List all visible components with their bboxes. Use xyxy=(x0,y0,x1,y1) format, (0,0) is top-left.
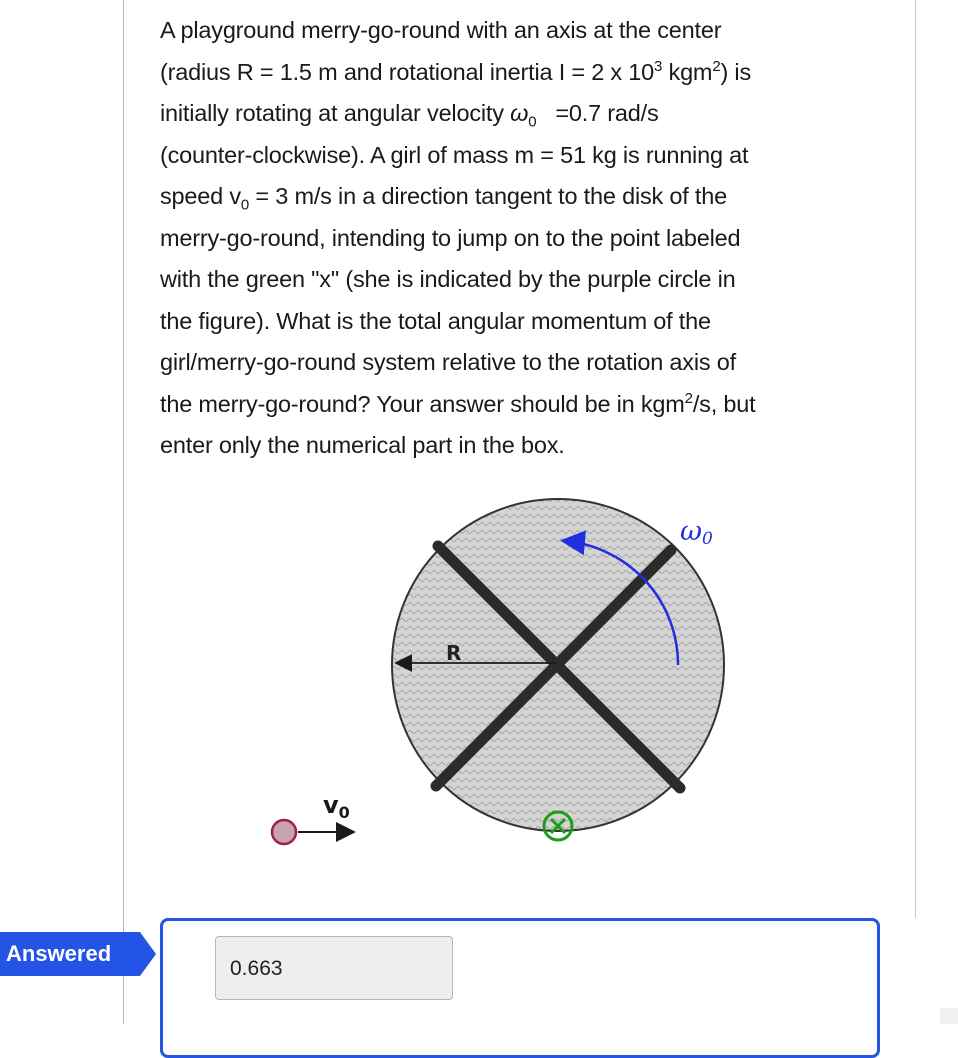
question-line-9: girl/merry-go-round system relative to the rotation axis of xyxy=(160,349,736,375)
radius-label: R xyxy=(446,641,462,665)
question-line-10: the merry-go-round? Your answer should be in kgm$^2$/s, but xyxy=(160,389,756,417)
omega-symbol: ω xyxy=(510,100,529,126)
question-line-5: speed $v_0 = 3$ m/s in a direction tangent to the disk of the xyxy=(160,183,727,214)
answer-input[interactable]: 0.663 xyxy=(215,936,453,1000)
question-line-11: enter only the numerical part in the box. xyxy=(160,432,565,458)
question-line-7: with the green "x" (she is indicated by the purple circle in xyxy=(160,266,736,292)
velocity-label: $v_0$ xyxy=(323,791,350,822)
question-line-2: (radius R = 1.5 m and rotational inertia I = 2 x $10^3$ kgm$^2$) is xyxy=(160,57,751,85)
omega-label: ω0 xyxy=(680,516,713,549)
question-line-8: the figure). What is the total angular momentum of the xyxy=(160,307,711,334)
question-line-4: (counter-clockwise). A girl of mass m = 51 kg is running at xyxy=(160,141,749,168)
answered-status-tag xyxy=(0,932,156,976)
question-line-1: A playground merry-go-round with an axis at the center xyxy=(160,17,722,43)
answered-label: Answered xyxy=(6,941,112,966)
question-line-3: initially rotating at angular velocity $\omega_0 =0.7$ rad/s xyxy=(160,100,659,131)
girl-circle xyxy=(272,820,296,844)
scrollbar-corner xyxy=(940,1008,958,1024)
question-line-6: merry-go-round, intending to jump on to the point labeled xyxy=(160,224,741,251)
